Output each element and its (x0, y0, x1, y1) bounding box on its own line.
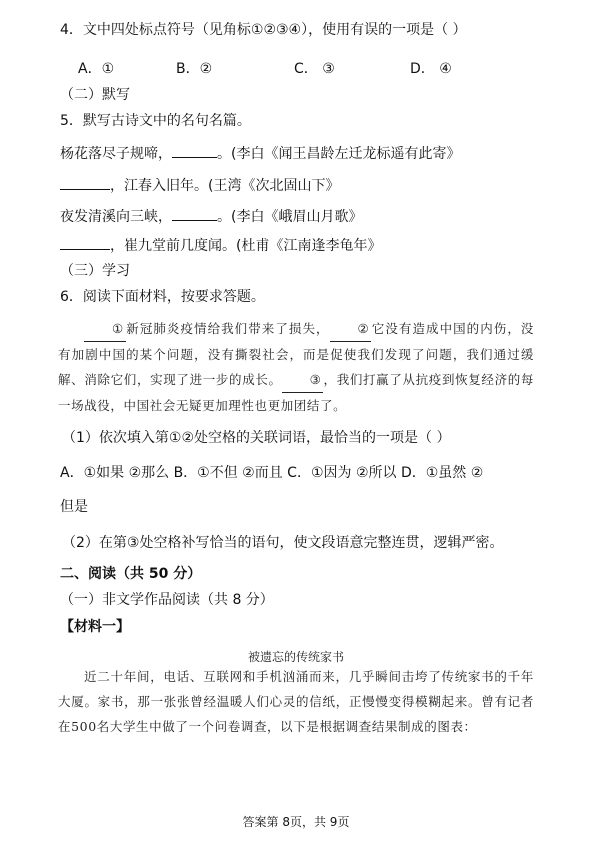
q6-sub2-stem: （2）在第③处空格补写恰当的语句，使文段语意完整连贯，逻辑严密。 (62, 535, 504, 551)
q6-passage (58, 316, 534, 418)
q4-option-d: D． ④ (410, 61, 452, 77)
part-title-reading: 二、阅读（共 50 分） (60, 566, 202, 582)
q5-blank-1[interactable] (172, 143, 217, 158)
q5-line2 (60, 175, 339, 196)
q6-sub1-options-cont: 但是 (60, 499, 88, 515)
q6-sub1-stem: （1）依次填入第①②处空格的关联词语，最恰当的一项是（ ） (62, 430, 451, 446)
q6-sub1-options: A．①如果 ②那么 B．①不但 ②而且 C．①因为 ②所以 D．①虽然 ② (60, 465, 484, 481)
passage-blank-1[interactable]: ① (84, 316, 126, 342)
article-title: 被遗忘的传统家书 (247, 650, 344, 664)
passage-blank-2[interactable]: ② (330, 316, 372, 342)
passage-text-2: 它没有造成中国的内伤，没有加剧中国的某个问题，没有撕裂社会，而是促使我们发现了问题，我们通过缓解、消除它们，实现了进一步的成长。 (58, 321, 534, 387)
q6-stem: 6．阅读下面材料，按要求答题。 (60, 289, 265, 305)
q5-line1 (60, 143, 460, 164)
q5-line4-post: ，崔九堂前几度闻。(杜甫《江南逢李龟年》 (110, 238, 382, 254)
q5-blank-4[interactable] (60, 235, 110, 250)
passage-text-1: 新冠肺炎疫情给我们带来了损失， (125, 321, 330, 336)
q5-line1-post: 。(李白《闻王昌龄左迁龙标遥有此寄》 (217, 146, 461, 162)
q5-line3-pre: 夜发清溪向三峡， (60, 209, 172, 225)
q5-line2-post: ，江春入旧年。(王湾《次北固山下》 (110, 178, 340, 194)
page-footer: 答案第 8页，共 9页 (242, 815, 350, 829)
passage-text-3: ，我们打赢了从抗疫到恢复经济的每一场战役，中国社会无疑更加理性也更加团结了。 (58, 372, 534, 413)
q4-option-b: B．② (176, 61, 213, 77)
q4-stem: 4．文中四处标点符号（见角标①②③④），使用有误的一项是（ ） (60, 22, 467, 38)
passage-blank-3[interactable]: ③ (282, 367, 324, 393)
subsection-title-nonliterary: （一）非文学作品阅读（共 8 分） (60, 592, 274, 608)
q5-line4 (60, 235, 381, 256)
material-label: 【材料一】 (60, 619, 130, 635)
q4-option-c: C． ③ (294, 61, 335, 77)
q5-blank-2[interactable] (60, 175, 110, 190)
q5-line3 (60, 206, 362, 227)
q5-line3-post: 。(李白《峨眉山月歌》 (217, 209, 363, 225)
article-body: 近二十年间，电话、互联网和手机汹涌而来，几乎瞬间击垮了传统家书的千年大厦。家书，那一张张曾经温暖人们心灵的信纸，正慢慢变得模糊起来。曾有记者在500名大学生中做了一个问卷调查，以下是根据调查结果制成的图表： (58, 669, 534, 734)
q4-option-a: A．① (78, 61, 115, 77)
q5-blank-3[interactable] (172, 206, 217, 221)
q5-line1-pre: 杨花落尽子规啼， (60, 146, 172, 162)
section-title-study: （三）学习 (60, 263, 130, 279)
section-title-dictation: （二）默写 (60, 87, 130, 103)
q5-stem: 5．默写古诗文中的名句名篇。 (60, 113, 251, 129)
